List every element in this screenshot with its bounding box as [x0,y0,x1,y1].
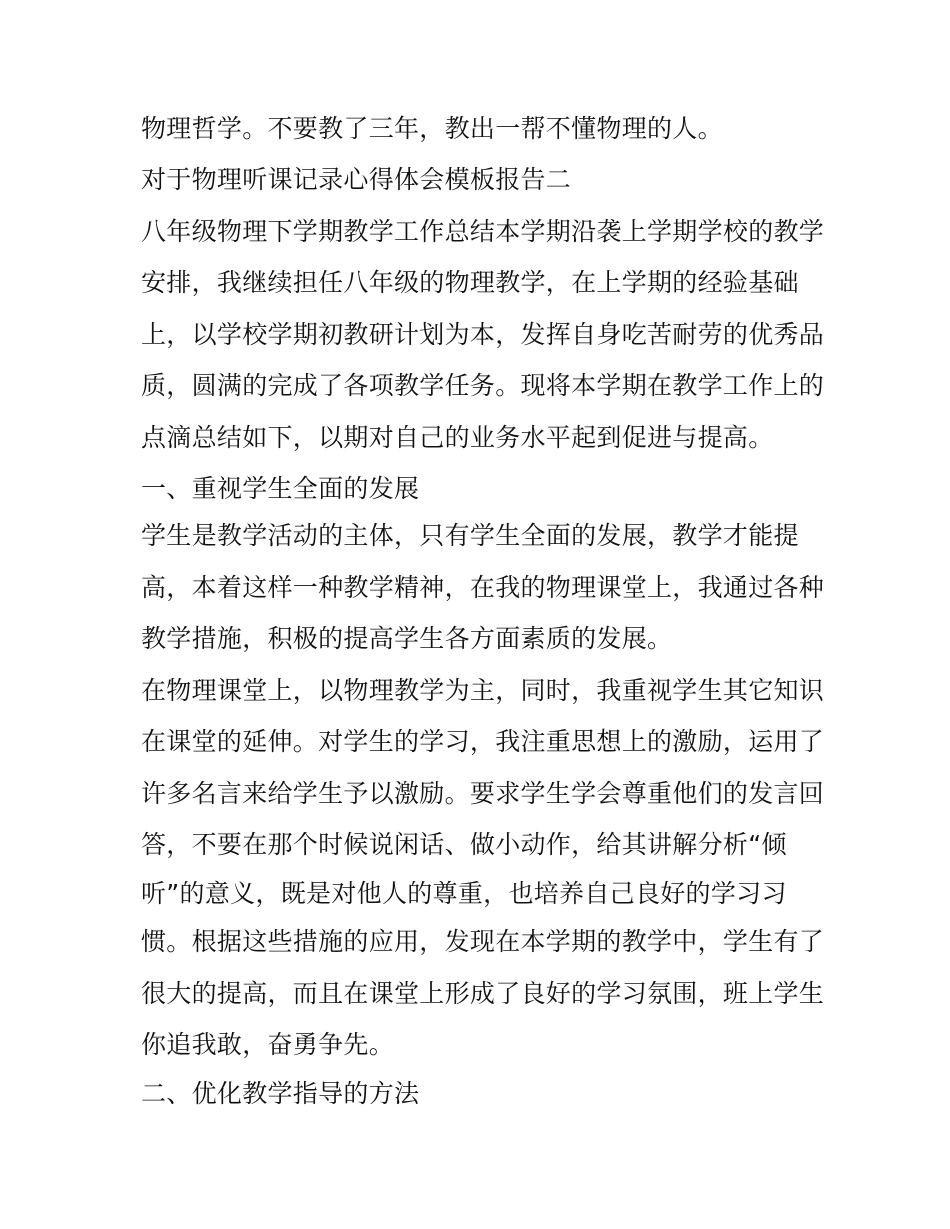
text-line: 点滴总结如下，以期对自己的业务水平起到促进与提高。 [141,423,774,452]
text-line: 物理哲学。不要教了三年，教出一帮不懂物理的人。 [141,114,723,143]
text-line: 在课堂的延伸。对学生的学习，我注重思想上的激励，运用了 [141,727,825,756]
text-line: 许多名言来给学生予以激励。要求学生学会尊重他们的发言回 [141,779,825,808]
text-line: 很大的提高，而且在课堂上形成了良好的学习氛围，班上学生 [141,979,825,1008]
text-line: 安排，我继续担任八年级的物理教学，在上学期的经验基础 [141,268,799,297]
section-heading: 一、重视学生全面的发展 [141,474,420,503]
text-line: 惯。根据这些措施的应用，发现在本学期的教学中，学生有了 [141,927,825,956]
text-line: 在物理课堂上，以物理教学为主，同时，我重视学生其它知识 [141,676,825,705]
text-line: 八年级物理下学期教学工作总结本学期沿袭上学期学校的教学 [141,217,825,246]
text-line: 上，以学校学期初教研计划为本，发挥自身吃苦耐劳的优秀品 [141,320,825,349]
text-line: 答，不要在那个时候说闲话、做小动作，给其讲解分析“倾 [141,830,787,859]
section-heading: 二、优化教学指导的方法 [141,1079,420,1108]
text-line: 教学措施，积极的提高学生各方面素质的发展。 [141,624,673,653]
section-heading: 对于物理听课记录心得体会模板报告二 [141,165,572,194]
text-line: 学生是教学活动的主体，只有学生全面的发展，教学才能提 [141,521,799,550]
text-line: 你追我敢，奋勇争先。 [141,1030,395,1059]
text-line: 质，圆满的完成了各项教学任务。现将本学期在教学工作上的 [141,371,825,400]
text-line: 听”的意义，既是对他人的尊重，也培养自己良好的学习习 [141,879,787,908]
text-line: 高，本着这样一种教学精神，在我的物理课堂上，我通过各种 [141,573,825,602]
